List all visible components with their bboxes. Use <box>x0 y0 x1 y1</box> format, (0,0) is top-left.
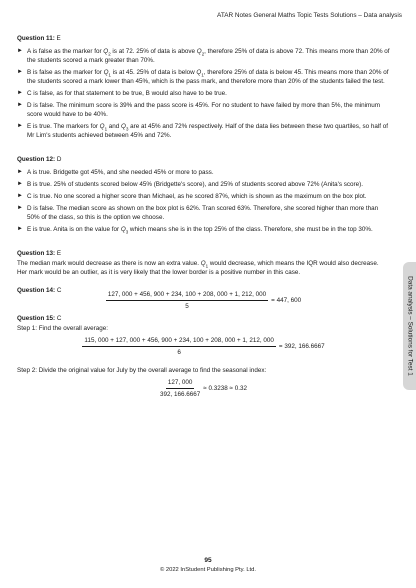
copyright-notice: © 2022 InStudent Publishing Pty. Ltd. <box>159 567 256 573</box>
question-label: Question 14: <box>17 287 56 294</box>
section-side-tab <box>403 262 416 390</box>
numerator: 127, 000 <box>166 378 195 389</box>
option-e-explanation: ► E is true. Anita is on the value for $Q_3$ which means she is in the top 25% of the class. Therefore, she must be in the top 30%. <box>17 226 373 235</box>
bullet-arrow-icon: ► <box>17 69 23 75</box>
option-b-explanation: ► B is true. 25% of students scored below 45% (Bridgette's score), and 25% of students scored above 72% (Anita's score). <box>17 181 363 188</box>
bullet-arrow-icon: ► <box>17 226 23 232</box>
question-label: Question 15: <box>17 315 56 322</box>
bullet-arrow-icon: ► <box>17 90 23 96</box>
question-15-title <box>17 314 390 323</box>
equation-result: = 392, 166.6667 <box>278 343 325 350</box>
question-13-title <box>17 249 390 258</box>
denominator: 392, 166.6667 <box>160 391 201 398</box>
question-label: Question 11: <box>17 35 55 42</box>
question-12-options <box>17 168 390 234</box>
bullet-arrow-icon: ► <box>17 193 23 199</box>
option-b-explanation: ► B is false as the marker for $Q_1$ is at 45. 25% of data is below $Q_1$, therefore 25% of data is below 45. This means more than 20% of the students scored a mark lower than 45%, which is the pass mark, and therefore more than 20% of the students failed the test. <box>17 69 389 85</box>
question-answer: E <box>56 35 61 42</box>
question-answer: C <box>56 287 62 294</box>
page-number: 95 <box>204 557 212 564</box>
step-2-equation <box>17 378 390 399</box>
numerator: 127, 000 + 456, 900 + 234, 100 + 208, 000 + 1, 212, 000 <box>106 290 268 301</box>
question-11-options <box>17 47 390 140</box>
option-e-explanation: ► E is true. The markers for $Q_1$ and $Q_3$ are at 45% and 72% respectively. Half of the data lies between these two quartiles, so half of Mr Lim's students achieved between 45% and 72%. <box>17 123 389 139</box>
question-13-explanation: The median mark would decrease as there is now an extra value. $Q_1$ would decrease, which means the IQR would also decrease. Her mark would be an outlier, as it is very likely that the lower border is a positive number in this case. <box>17 260 379 276</box>
bullet-arrow-icon: ► <box>17 48 23 54</box>
running-header: ATAR Notes General Maths Topic Tests Solutions – Data analysis <box>217 12 402 19</box>
option-d-explanation: ► D is false. The minimum score is 39% and the pass score is 45%. For no student to have failed by more than 5%, the minimum score would have to be 40%. <box>17 102 381 118</box>
bullet-arrow-icon: ► <box>17 102 23 108</box>
bullet-arrow-icon: ► <box>17 123 23 129</box>
side-tab-label: Data analysis – Solutions for Test 1 <box>406 276 413 376</box>
option-c-explanation: ► C is false, as for that statement to be true, B would also have to be true. <box>17 90 227 97</box>
fraction <box>106 290 268 311</box>
denominator: 5 <box>185 303 189 310</box>
fraction <box>160 378 200 399</box>
step-1-equation <box>17 336 390 357</box>
question-14-equation <box>17 290 390 311</box>
bullet-arrow-icon: ► <box>17 169 23 175</box>
equation-result: = 447, 600 <box>271 297 302 304</box>
bullet-arrow-icon: ► <box>17 181 23 187</box>
step-2-text: Step 2: Divide the original value for July by the overall average to find the seasonal index: <box>17 367 267 374</box>
equation-result: ≈ 0.3238 ≈ 0.32 <box>203 385 247 392</box>
fraction <box>82 336 275 357</box>
question-answer: D <box>56 156 62 163</box>
question-answer: E <box>56 250 62 257</box>
numerator: 115, 000 + 127, 000 + 456, 900 + 234, 100 + 208, 000 + 1, 212, 000 <box>82 336 275 347</box>
solutions-content <box>17 34 390 402</box>
question-label: Question 13: <box>17 250 56 257</box>
option-d-explanation: ► D is false. The median score as shown on the box plot is 62%. Tran scored 63%. Therefore, she scored higher than more than 50% of the class, so this is the option we choose. <box>17 205 379 221</box>
question-label: Question 12: <box>17 156 56 163</box>
option-a-explanation: ► A is false as the marker for $Q_2$ is at 72. 25% of data is above $Q_2$, therefore 25% of data is above 72. This means more than 20% of the students scored a mark greater than 70%. <box>17 48 390 64</box>
step-1-text: Step 1: Find the overall average: <box>17 325 109 332</box>
bullet-arrow-icon: ► <box>17 205 23 211</box>
option-a-explanation: ► A is true. Bridgette got 45%, and she needed 45% or more to pass. <box>17 169 214 176</box>
question-11-title <box>17 34 390 43</box>
question-answer: C <box>56 315 62 322</box>
denominator: 6 <box>177 349 181 356</box>
option-c-explanation: ► C is true. No one scored a higher score than Michael, as he scored 87%, which is shown as the maximum on the box plot. <box>17 193 367 200</box>
question-12-title <box>17 155 390 164</box>
